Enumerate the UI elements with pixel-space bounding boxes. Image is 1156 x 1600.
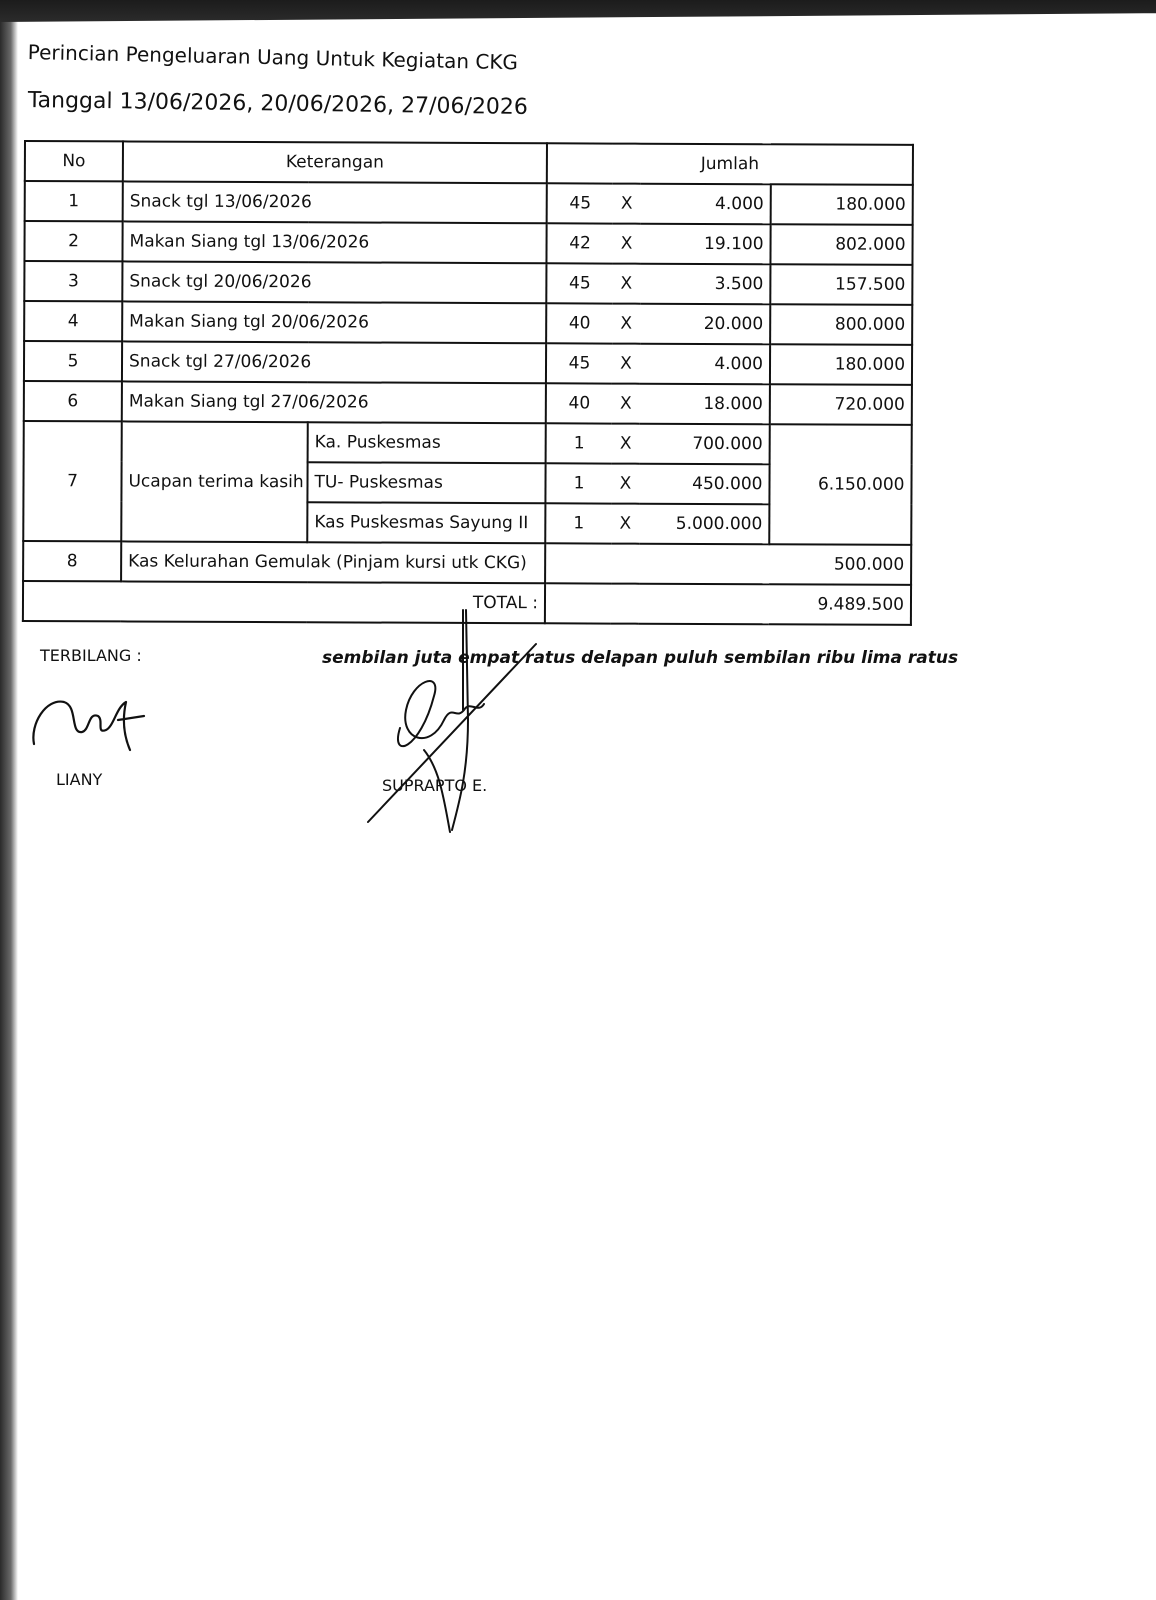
row-qty: 1: [545, 463, 611, 503]
row-price: 700.000: [640, 424, 770, 465]
header-keterangan: Keterangan: [123, 141, 547, 183]
row-total: 500.000: [545, 543, 911, 585]
row-times: X: [612, 344, 640, 384]
row-times: X: [611, 504, 639, 544]
row-times: X: [612, 384, 640, 424]
row-price: 3.500: [640, 264, 770, 305]
table-row: [23, 541, 911, 585]
left-signature-icon: [26, 690, 156, 760]
row-desc: Makan Siang tgl 20/06/2026: [122, 301, 546, 343]
row-price: 4.000: [641, 184, 771, 225]
row-qty: 45: [547, 183, 613, 223]
row-price: 4.000: [640, 344, 770, 385]
row-desc: Kas Kelurahan Gemulak (Pinjam kursi utk CKG): [121, 541, 545, 583]
row-no: 1: [25, 181, 123, 221]
row-times: X: [612, 224, 640, 264]
terbilang-label: TERBILANG :: [40, 646, 142, 665]
terbilang-text: sembilan juta empat ratus delapan puluh sembilan ribu lima ratus: [322, 648, 959, 668]
sub-item-label: Ka. Puskesmas: [308, 422, 546, 463]
row-times: X: [613, 184, 641, 224]
row-times: X: [611, 464, 639, 504]
row-qty: 45: [546, 263, 612, 303]
row-no: 5: [24, 341, 122, 381]
row-desc: Snack tgl 13/06/2026: [123, 181, 547, 223]
page-left-edge: [0, 0, 18, 1600]
row-no: 8: [23, 541, 121, 581]
row-qty: 1: [546, 423, 612, 463]
total-label: TOTAL :: [23, 581, 545, 623]
table-row: [24, 221, 912, 265]
expense-table: [22, 140, 914, 626]
row-qty: 42: [546, 223, 612, 263]
row-desc: Snack tgl 20/06/2026: [122, 261, 546, 303]
row-desc: Makan Siang tgl 27/06/2026: [122, 381, 546, 423]
table-row: [24, 301, 912, 345]
row-qty: 45: [546, 343, 612, 383]
header-no: No: [25, 141, 123, 181]
table-row-7a: [24, 421, 912, 465]
row-qty: 40: [546, 303, 612, 343]
right-signature-icon: [360, 600, 560, 850]
row-total: 180.000: [771, 184, 913, 225]
table-header-row: [25, 141, 913, 185]
table-row: [25, 181, 913, 225]
row-desc: Snack tgl 27/06/2026: [122, 341, 546, 383]
document-date-line: Tanggal 13/06/2026, 20/06/2026, 27/06/2026: [27, 88, 529, 120]
row-no: 7: [23, 421, 122, 541]
row-no: 2: [24, 221, 122, 261]
table-row: [24, 341, 912, 385]
row-qty: 40: [546, 383, 612, 423]
row-total: 157.500: [770, 264, 912, 305]
row-total: 6.150.000: [769, 424, 912, 545]
row-price: 450.000: [639, 464, 769, 505]
row-total: 802.000: [770, 224, 912, 265]
row-times: X: [612, 304, 640, 344]
row-times: X: [612, 264, 640, 304]
document-title: Perincian Pengeluaran Uang Untuk Kegiatan CKG: [27, 40, 519, 75]
row-price: 5.000.000: [639, 504, 769, 545]
right-signer-name: SUPRAPTO E.: [382, 776, 488, 795]
table-row: [24, 381, 912, 425]
row-desc: Makan Siang tgl 13/06/2026: [122, 221, 546, 263]
table-row: [24, 261, 912, 305]
row-price: 20.000: [640, 304, 770, 345]
left-signer-name: LIANY: [56, 770, 103, 789]
row-total: 800.000: [770, 304, 912, 345]
row-total: 180.000: [770, 344, 912, 385]
total-value: 9.489.500: [545, 583, 911, 625]
sub-item-label: TU- Puskesmas: [307, 462, 545, 503]
row-no: 4: [24, 301, 122, 341]
row-qty: 1: [545, 503, 611, 543]
page-top-shadow: [0, 0, 1156, 22]
row-times: X: [612, 424, 640, 464]
row-price: 18.000: [640, 384, 770, 425]
header-jumlah: Jumlah: [547, 143, 913, 185]
row-price: 19.100: [640, 224, 770, 265]
row-no: 3: [24, 261, 122, 301]
sub-item-label: Kas Puskesmas Sayung II: [307, 502, 545, 543]
row-desc: Ucapan terima kasih: [121, 421, 308, 542]
row-no: 6: [24, 381, 122, 421]
row-total: 720.000: [770, 384, 912, 425]
